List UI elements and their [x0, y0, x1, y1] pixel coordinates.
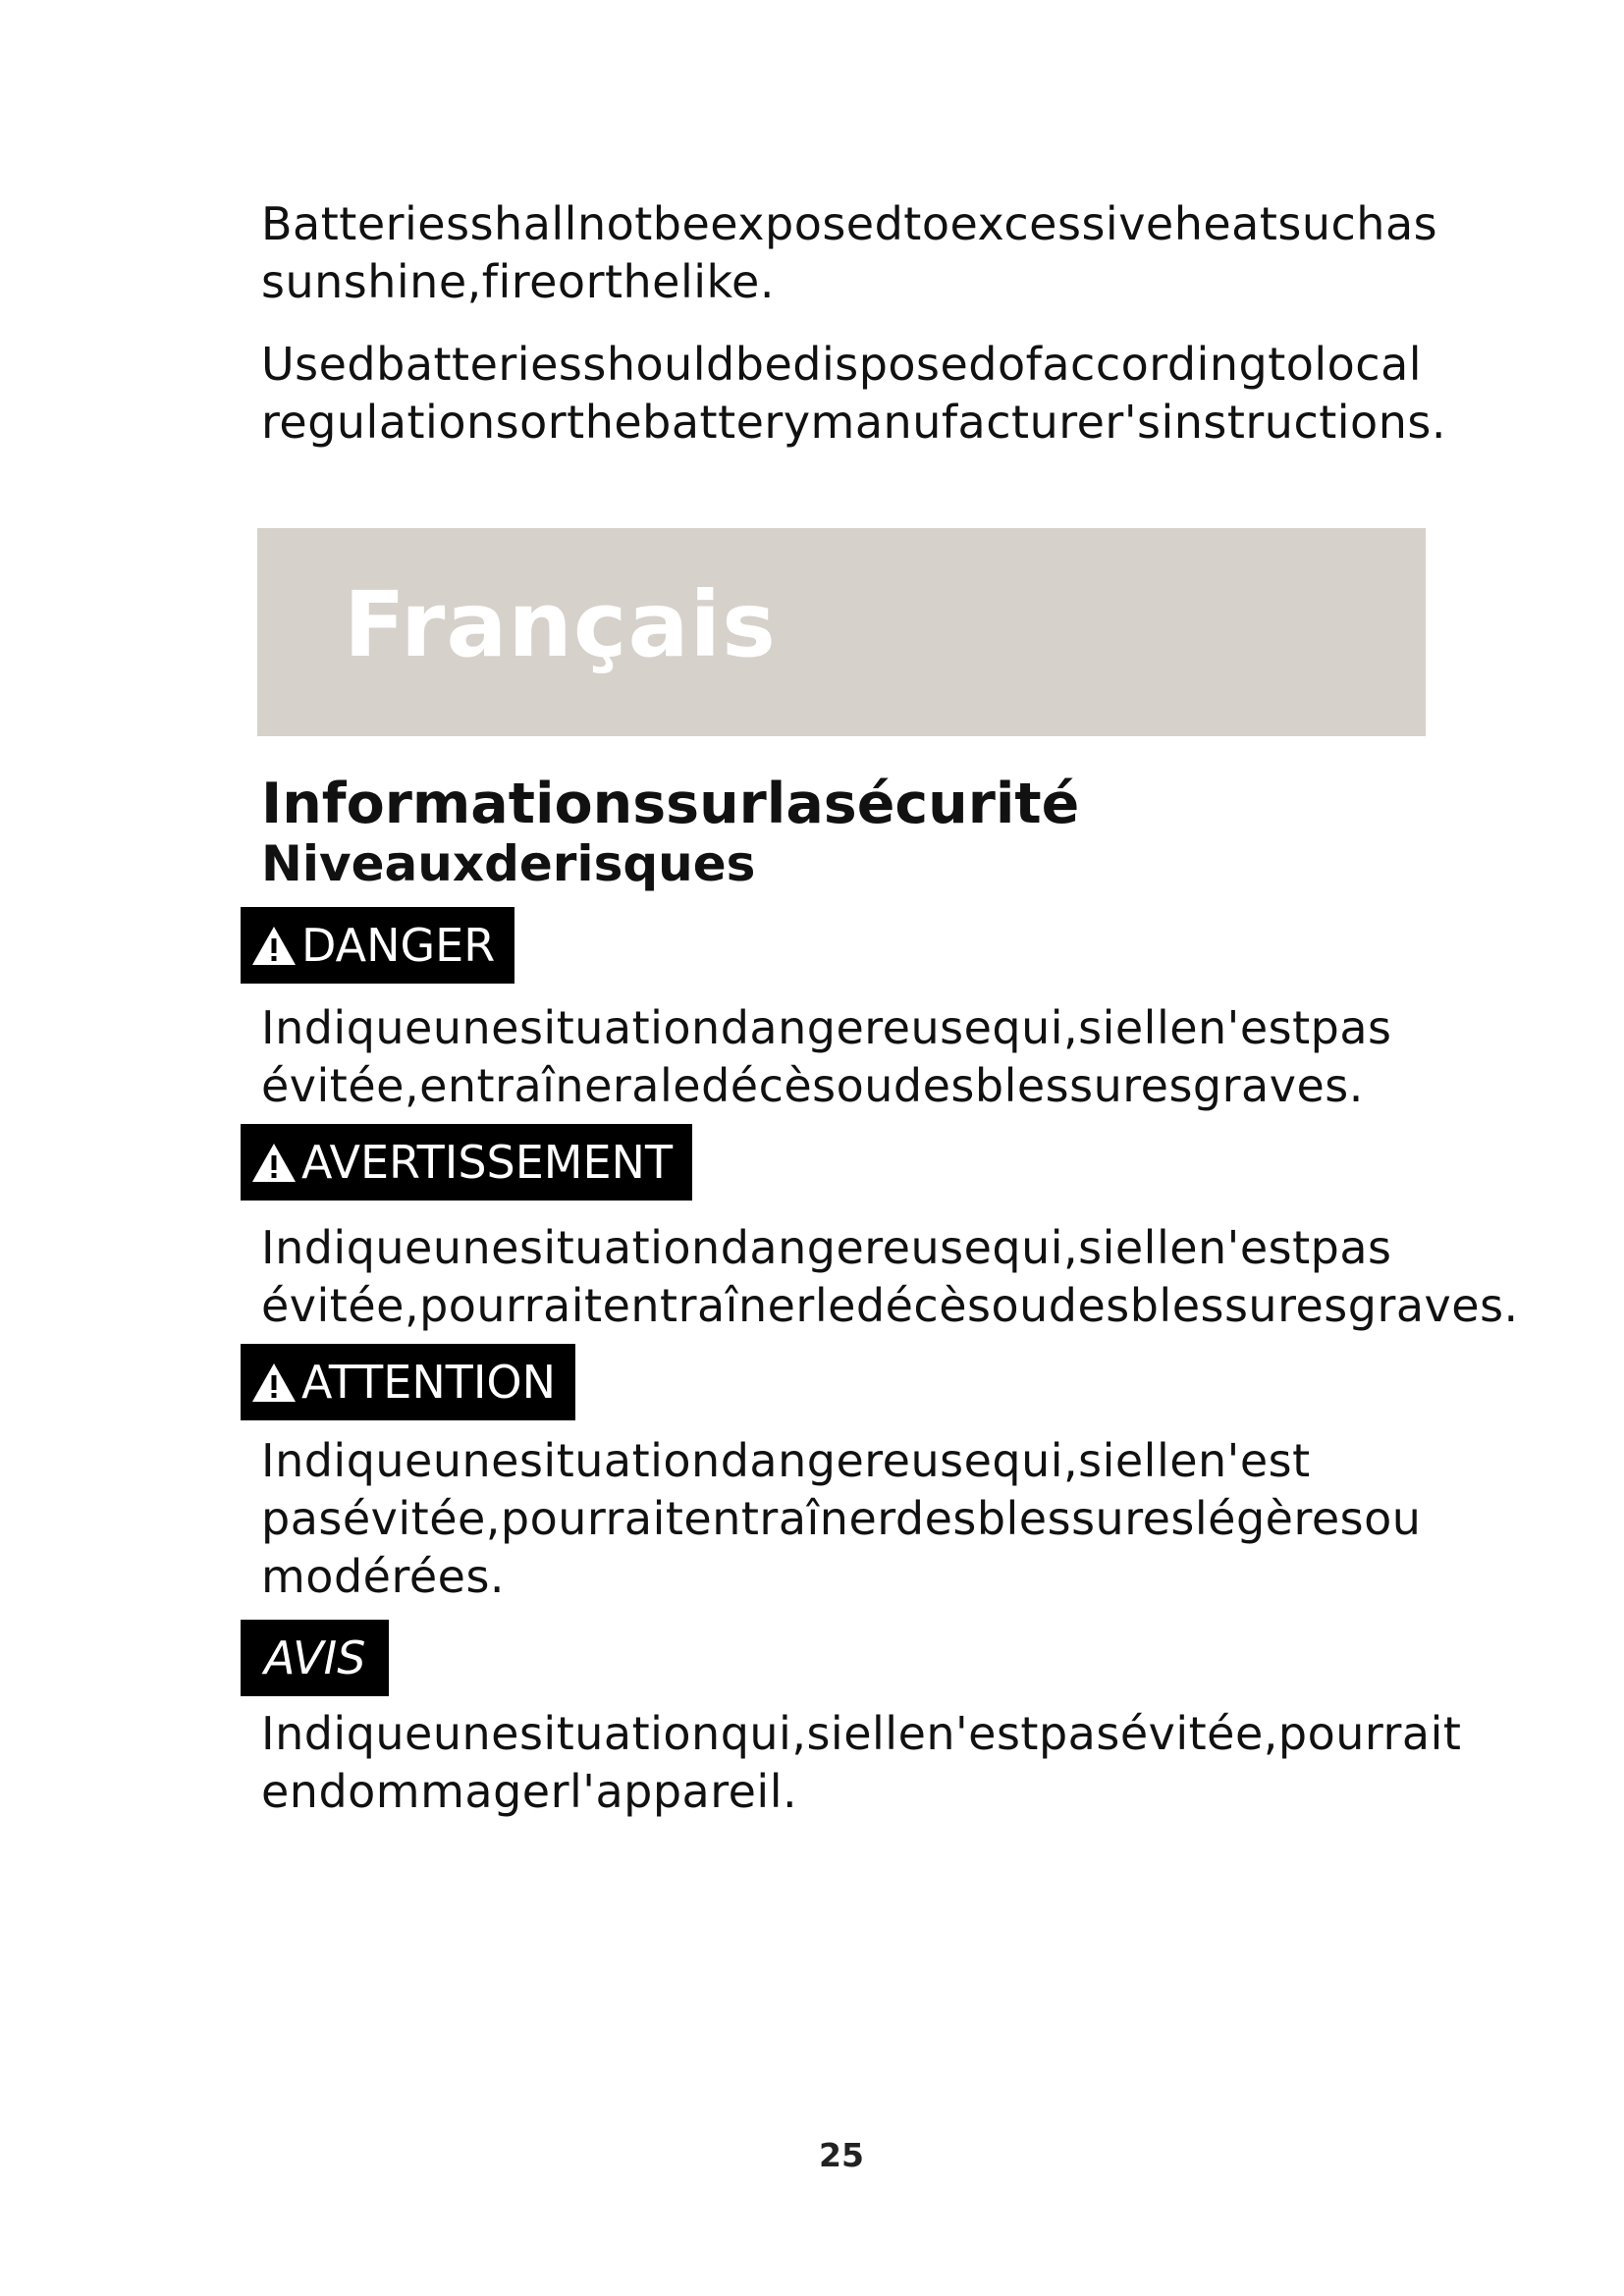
danger-description — [261, 999, 1392, 1115]
paragraph-line: endommagerl'appareil. — [261, 1765, 798, 1818]
avertissement-label: AVERTISSEMENT — [301, 1136, 674, 1189]
battery-disposal-paragraph — [261, 336, 1446, 452]
attention-badge — [241, 1344, 575, 1420]
warning-triangle-icon — [250, 1361, 298, 1404]
battery-heat-paragraph — [261, 195, 1437, 311]
avertissement-description — [261, 1219, 1519, 1335]
avis-badge — [241, 1620, 389, 1696]
paragraph-line: Indiqueunesituationdangereusequi,siellen'est — [261, 1434, 1311, 1487]
danger-badge — [241, 907, 514, 984]
paragraph-line: Batteriesshallnotbeexposedtoexcessiveheatsuchas — [261, 197, 1438, 250]
safety-heading: Informationssurlasécurité — [261, 772, 1080, 836]
paragraph-line: pasévitée,pourraitentraînerdesblessureslégèresou — [261, 1492, 1422, 1545]
language-banner — [257, 528, 1426, 736]
paragraph-line: regulationsorthebatterymanufacturer'sinstructions. — [261, 396, 1446, 449]
language-title: Français — [344, 572, 777, 677]
warning-triangle-icon — [250, 1141, 298, 1184]
paragraph-line: Usedbatteriesshouldbedisposedofaccordingtolocal — [261, 338, 1423, 391]
avertissement-badge — [241, 1124, 692, 1201]
paragraph-line: Indiqueunesituationqui,siellen'estpasévitée,pourrait — [261, 1707, 1462, 1760]
avis-description — [261, 1705, 1461, 1821]
avis-label: AVIS — [264, 1631, 366, 1684]
paragraph-line: sunshine,fireorthelike. — [261, 255, 775, 308]
paragraph-line: évitée,pourraitentraînerledécèsoudesblessuresgraves. — [261, 1279, 1519, 1332]
risk-levels-subheading: Niveauxderisques — [261, 835, 756, 892]
paragraph-line: Indiqueunesituationdangereusequi,siellen'estpas — [261, 1001, 1392, 1054]
attention-description — [261, 1432, 1421, 1606]
danger-label: DANGER — [301, 919, 496, 972]
attention-label: ATTENTION — [301, 1356, 557, 1409]
warning-triangle-icon — [250, 924, 298, 967]
page-number: 25 — [819, 2136, 864, 2174]
paragraph-line: Indiqueunesituationdangereusequi,siellen'estpas — [261, 1221, 1392, 1274]
paragraph-line: modérées. — [261, 1550, 506, 1603]
paragraph-line: évitée,entraîneraledécèsoudesblessuresgraves. — [261, 1059, 1364, 1112]
